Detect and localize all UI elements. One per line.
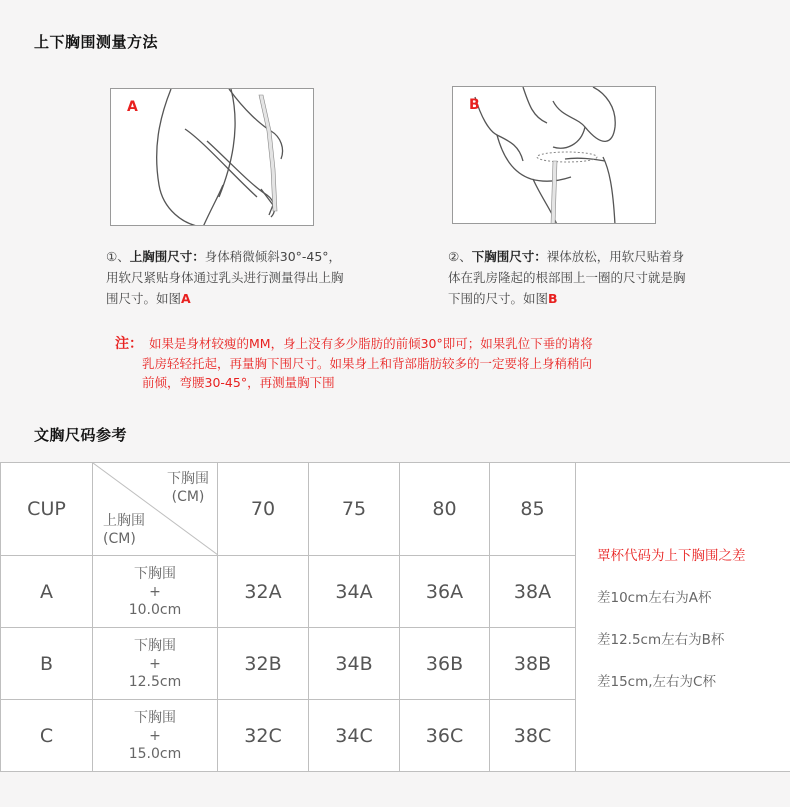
size-cell: 38B [490, 628, 576, 700]
figure-b-ref: B [548, 291, 558, 306]
figure-b-tag: B [469, 97, 480, 113]
formula-plus: + [149, 655, 161, 672]
diagonal-header-cell [93, 463, 218, 556]
figure-b-illustration [452, 86, 656, 224]
cup-a-explanation: 差10cm左右为A杯 [597, 590, 712, 606]
underbust-axis-label [167, 470, 209, 506]
cup-code-explanation [576, 463, 790, 772]
measure-method-title: 上下胸围测量方法 [34, 33, 159, 51]
figure-b-text: 裸体放松，用软尺贴着身体在乳房隆起的根部围上一圈的尺寸就是胸下围的尺寸。如图 [448, 249, 686, 306]
cup-code-heading: 罩杯代码为上下胸围之差 [597, 548, 746, 564]
cup-b-formula [93, 628, 218, 700]
figure-a-description [106, 246, 346, 309]
cup-b-explanation: 差12.5cm左右为B杯 [597, 632, 725, 648]
cup-c-formula [93, 700, 218, 772]
formula-name: 下胸围 [134, 709, 176, 726]
cup-c-explanation: 差15cm,左右为C杯 [597, 674, 716, 690]
table-header-row [1, 463, 790, 556]
cup-a-formula [93, 556, 218, 628]
underbust-85: 85 [490, 463, 576, 556]
note-line-2: 乳房轻轻托起，再量胸下围尺寸。如果身上和背部脂肪较多的一定要将上身稍稍向 [142, 356, 593, 371]
size-cell: 34A [309, 556, 400, 628]
figure-b-description [448, 246, 688, 309]
formula-diff: 15.0cm [128, 745, 182, 762]
size-reference-title: 文胸尺码参考 [34, 426, 128, 444]
formula-diff: 10.0cm [128, 601, 182, 618]
figure-a-illustration [110, 88, 314, 226]
cup-a-label: A [1, 556, 93, 628]
figure-a-text: 身体稍微倾斜30°-45°，用软尺紧贴身体通过乳头进行测量得出上胸围尺寸。如图 [106, 249, 344, 306]
cup-b-label: B [1, 628, 93, 700]
size-cell: 34B [309, 628, 400, 700]
overbust-axis-label [103, 512, 145, 548]
measuring-upper-bust-drawing [111, 89, 314, 226]
formula-name: 下胸围 [134, 637, 176, 654]
overbust-axis-name: 上胸围 [103, 513, 145, 529]
note-label: 注： [115, 336, 143, 352]
underbust-axis-unit: (CM) [171, 489, 205, 505]
formula-name: 下胸围 [134, 565, 176, 582]
size-cell: 36C [400, 700, 490, 772]
size-cell: 32C [218, 700, 309, 772]
note-line-3: 前倾，弯腰30-45°，再测量胸下围 [142, 375, 335, 390]
figure-b-term: 下胸围尺寸： [471, 249, 547, 264]
underbust-70: 70 [218, 463, 309, 556]
size-cell: 32B [218, 628, 309, 700]
size-cell: 38A [490, 556, 576, 628]
cup-header: CUP [1, 463, 93, 556]
figure-a-term: 上胸围尺寸： [129, 249, 205, 264]
cup-c-label: C [1, 700, 93, 772]
size-cell: 34C [309, 700, 400, 772]
underbust-80: 80 [400, 463, 490, 556]
formula-diff: 12.5cm [128, 673, 182, 690]
figure-b-number: ②、 [448, 249, 472, 264]
formula-plus: + [149, 727, 161, 744]
size-cell: 36A [400, 556, 490, 628]
underbust-axis-name: 下胸围 [167, 471, 209, 487]
measuring-under-bust-drawing [453, 87, 656, 224]
figure-a-number: ①、 [106, 249, 130, 264]
figure-a-ref: A [181, 291, 191, 306]
overbust-axis-unit: (CM) [103, 531, 136, 547]
note-line-1: 如果是身材较瘦的MM，身上没有多少脂肪的前倾30°即可；如果乳位下垂的请将 [149, 336, 593, 351]
bra-size-table [0, 462, 790, 772]
size-cell: 36B [400, 628, 490, 700]
formula-plus: + [149, 583, 161, 600]
size-cell: 38C [490, 700, 576, 772]
figure-a-tag: A [127, 99, 138, 115]
measurement-note [115, 334, 675, 392]
underbust-75: 75 [309, 463, 400, 556]
size-cell: 32A [218, 556, 309, 628]
